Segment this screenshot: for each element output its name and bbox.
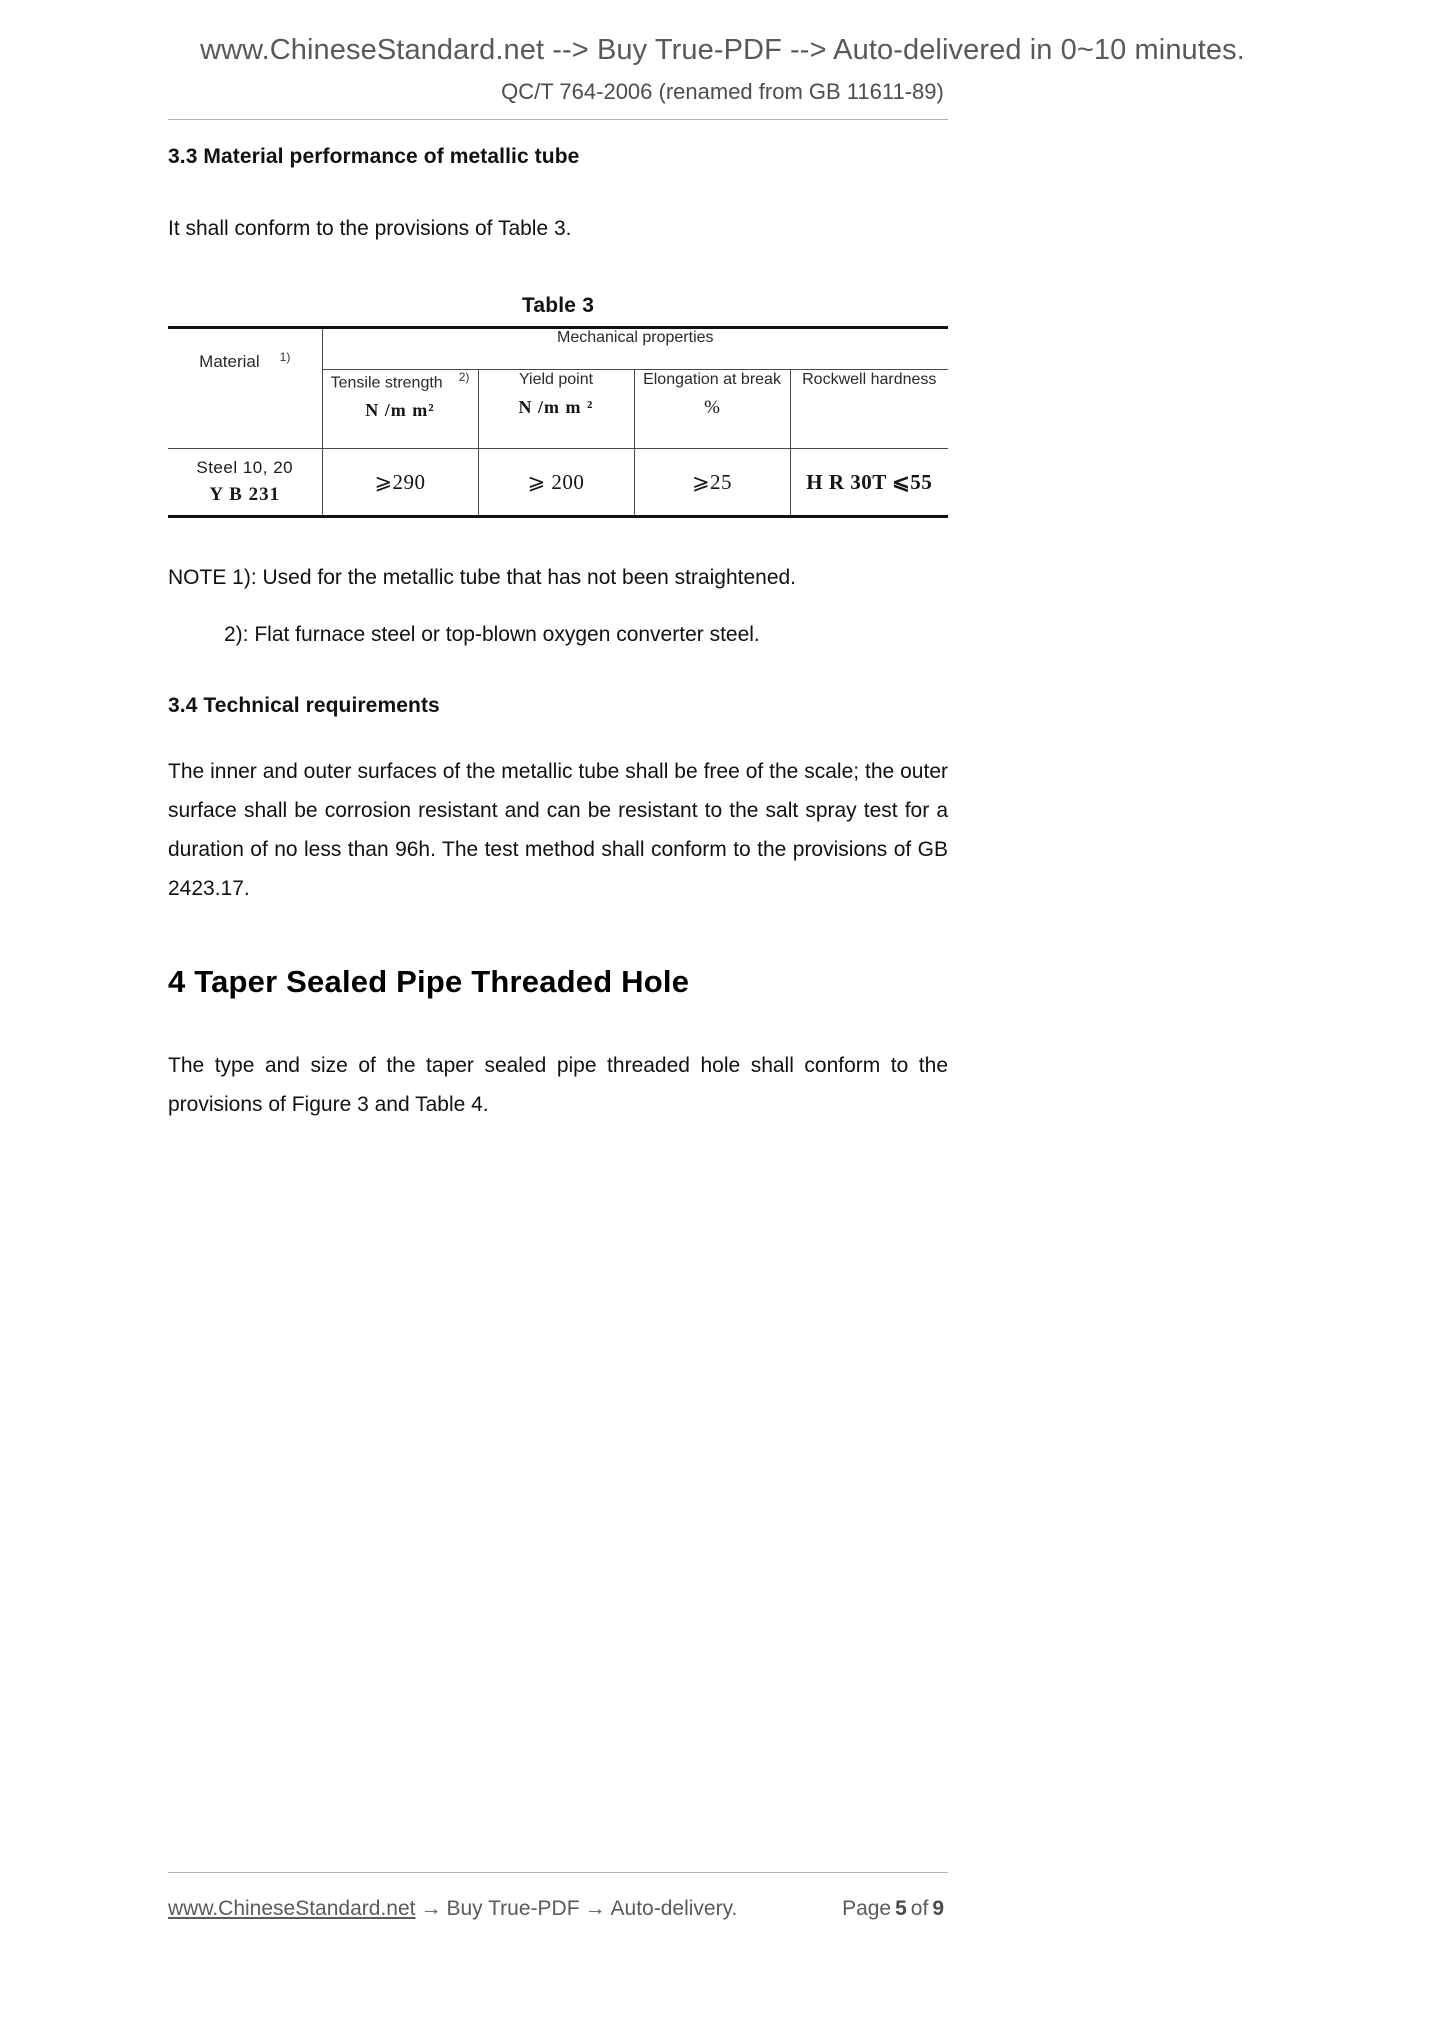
tensile-strength-label: Tensile strength (330, 374, 443, 392)
standard-title: QC/T 764-2006 (renamed from GB 11611-89) (501, 79, 944, 104)
section-4-heading: 4 Taper Sealed Pipe Threaded Hole (168, 964, 690, 999)
tensile-strength-unit: N /m m² (365, 400, 435, 421)
table-cell-yield-point-header (478, 370, 634, 449)
page-word: Page (842, 1897, 892, 1920)
section-4-body: The type and size of the taper sealed pipe threaded hole shall conform to the provisions of Figure 3 and Table 4. (168, 1054, 948, 1116)
table-cell-yield-point-value (478, 449, 634, 517)
footer-promo (168, 1897, 737, 1921)
page-footer (168, 1897, 948, 1921)
page-indicator (842, 1897, 948, 1921)
footer-buy-label: Buy True-PDF (446, 1897, 580, 1920)
table-cell-material-header (168, 328, 322, 449)
elongation-unit: % (704, 397, 720, 418)
footer-divider (168, 1872, 948, 1873)
yield-point-label: Yield point (518, 371, 594, 388)
table-3-caption: Table 3 (521, 294, 595, 317)
arrow-right-icon: → (420, 1897, 442, 1920)
section-3-4-body: The inner and outer surfaces of the metallic tube shall be free of the scale; the outer surface shall be corrosion resistant and can be resistant to the salt spray test for a duration of no less than 96h. The test method shall conform to the provisions of GB 2423.17. (168, 760, 948, 900)
table-cell-material-value (168, 449, 322, 517)
yield-point-unit: N /m m ² (518, 397, 594, 417)
page-number: 5 (895, 1897, 907, 1920)
table-cell-tensile-strength-header (322, 370, 478, 449)
table-cell-elongation-value (634, 449, 790, 517)
elongation-label: Elongation at break (643, 371, 781, 388)
tensile-strength-note: 2) (458, 370, 470, 384)
section-3-3-intro: It shall conform to the provisions of Table 3. (168, 217, 572, 240)
table-3 (168, 326, 948, 518)
material-header-note: 1) (279, 349, 291, 364)
mechanical-properties-label: Mechanical properties (557, 329, 714, 346)
footer-delivery-label: Auto-delivery. (610, 1897, 738, 1920)
table-cell-mechanical-properties (322, 328, 948, 370)
of-word: of (910, 1897, 929, 1920)
section-3-3-heading: 3.3 Material performance of metallic tube (168, 145, 580, 168)
table-note-2: 2): Flat furnace steel or top-blown oxygen converter steel. (224, 623, 760, 646)
promo-header: www.ChineseStandard.net --> Buy True-PDF --> Auto-delivered in 0~10 minutes. (200, 34, 1245, 66)
material-value-line-2: Y B 231 (209, 483, 281, 505)
material-value-line-1: Steel 10, 20 (196, 457, 294, 477)
table-row-group-header (168, 328, 948, 370)
rockwell-label: Rockwell hardness (802, 371, 937, 388)
table-row (168, 449, 948, 517)
material-header-label: Material (199, 352, 260, 372)
table-cell-elongation-header (634, 370, 790, 449)
table-cell-tensile-strength-value (322, 449, 478, 517)
footer-site-link[interactable]: www.ChineseStandard.net (168, 1897, 416, 1920)
elongation-value: ⩾25 (691, 469, 733, 494)
table-cell-rockwell-value (790, 449, 948, 517)
arrow-right-icon-2: → (584, 1897, 606, 1920)
tensile-strength-value: ⩾290 (374, 469, 426, 494)
yield-point-value: ⩾ 200 (527, 469, 585, 494)
document-content (168, 145, 948, 1124)
header-divider (168, 119, 948, 120)
rockwell-value: H R 30T ⩽55 (806, 469, 933, 494)
section-3-4-heading: 3.4 Technical requirements (168, 694, 440, 717)
table-cell-rockwell-header (790, 370, 948, 449)
table-note-1: NOTE 1): Used for the metallic tube that has not been straightened. (168, 566, 797, 589)
page-total: 9 (932, 1897, 944, 1920)
